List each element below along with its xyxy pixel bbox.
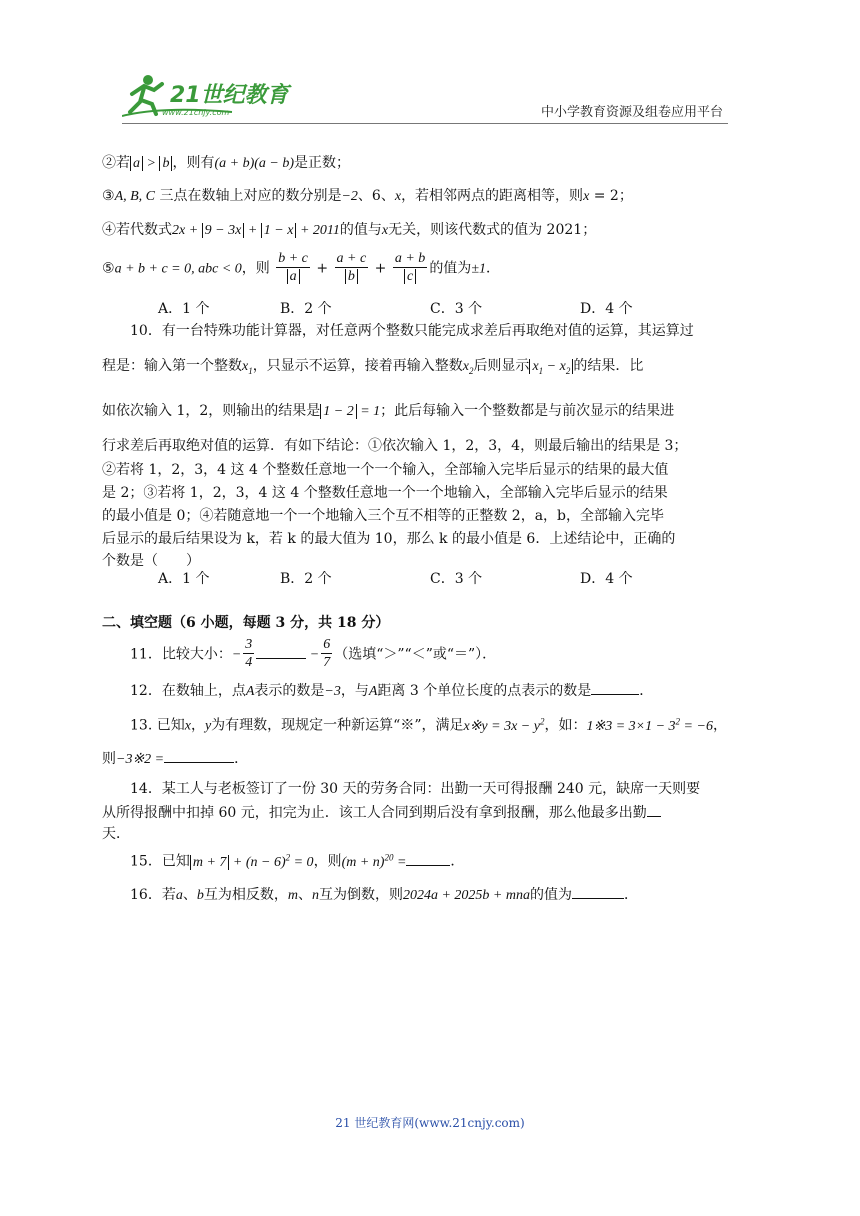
q10-line-6: 是 2；③若将 1，2，3，4 这 4 个整数任意地一个一个地输入，全部输入完毕后显示的结果 [102, 485, 668, 501]
footer-link[interactable]: 21 世纪教育网(www.21cnjy.com) [335, 1116, 525, 1130]
site-logo [122, 72, 292, 120]
q9-statement-5: ⑤a + b + c = 0, abc < 0，则 $\frac{b + c}{a}$ + $\frac{a + c}{b}$ + $\frac{a + b}{c}$ 的值为±1． [102, 251, 500, 284]
q10-option-c[interactable]: C．3 个 [430, 571, 483, 587]
q14-line-1: 14．某工人与老板签订了一份 30 天的劳务合同：出勤一天可得报酬 240 元，缺席一天则要 [130, 781, 701, 797]
logo-text: 21世纪教育 [170, 83, 289, 108]
q16: 16．若a、b互为相反数，m、n互为倒数，则2024a + 2025b + mna的值为 ． [130, 884, 638, 905]
q15: 15．已知 $m + 7 + (n - 6)^2 = 0$，则$(m + n)^{20}$ = ． [130, 852, 465, 870]
q9-option-a[interactable]: A．1 个 [158, 301, 210, 317]
q9-options [158, 300, 633, 318]
q10-option-a[interactable]: A．1 个 [158, 571, 210, 587]
q10-line-1: 10．有一台特殊功能计算器，对任意两个整数只能完成求差后再取绝对值的运算，其运算过 [130, 323, 694, 339]
header-divider [122, 123, 728, 124]
q9-statement-4: ④若代数式2x + 9 − 3x + 1 − x + 2011的值与x无关，则该代数式的值为 2021； [102, 222, 597, 238]
q10-line-9: 个数是（ ） [102, 553, 200, 569]
platform-title: 中小学教育资源及组卷应用平台 [541, 105, 724, 120]
q10-options [158, 570, 633, 588]
q11: 11．比较大小：− $\frac{3}{4}$ − $\frac{6}{7}$ （选填“＞”“＜”或“＝”）． [130, 637, 497, 670]
q9-statement-2: ②若 a > b ，则有(a + b)(a − b)是正数； [102, 155, 350, 171]
q12-answer-blank[interactable] [591, 680, 639, 695]
q12: 12．在数轴上，点A表示的数是−3，与A距离 3 个单位长度的点表示的数是 ． [130, 680, 653, 701]
q14-answer-blank[interactable] [647, 802, 661, 817]
logo-url: www.21cnjy.com [162, 108, 230, 117]
q10-line-5: ②若将 1，2，3，4 这 4 个整数任意地一个一个输入，全部输入完毕后显示的结果的最大值 [102, 462, 669, 478]
q9-option-c[interactable]: C．3 个 [430, 301, 483, 317]
q13-line-1: 13. 已知x，y为有理数，现规定一种新运算“※”，满足x※y = $3x - y^2$，如：1※3 = $3\times 1 - 3^2 = -6$， [130, 716, 727, 734]
q10-line-2: 程是：输入第一个整数$x_1$，只显示不运算，接着再输入整数$x_2$后则显示 $x_1 - x_2$ 的结果．比 [102, 358, 644, 376]
q10-line-3: 如依次输入 1，2，则输出的结果是 1 − 2 = 1；此后每输入一个整数都是与前次显示的结果进 [102, 403, 675, 419]
q13-answer-blank[interactable] [164, 748, 234, 763]
q14-line-2: 从所得报酬中扣掉 60 元，扣完为止．该工人合同到期后没有拿到报酬，那么他最多出勤 [102, 802, 661, 822]
q9-statement-3: ③A, B, C 三点在数轴上对应的数分别是−2、6、x，若相邻两点的距离相等，则x = 2； [102, 188, 633, 204]
q16-answer-blank[interactable] [572, 884, 624, 899]
q10-option-d[interactable]: D．4 个 [580, 571, 633, 587]
q13-line-2: 则−3※2 = ． [102, 748, 248, 769]
q10-line-7: 的最小值是 0；④若随意地一个一个地输入三个互不相等的正整数 2，a，b，全部输入完毕 [102, 508, 665, 524]
q9-option-d[interactable]: D．4 个 [580, 301, 633, 317]
q10-option-b[interactable]: B．2 个 [280, 571, 332, 587]
q9-option-b[interactable]: B．2 个 [280, 301, 332, 317]
q15-answer-blank[interactable] [406, 851, 450, 866]
q14-line-3: 天． [102, 826, 130, 842]
q10-line-8: 后显示的最后结果设为 k，若 k 的最大值为 10，那么 k 的最小值是 6．上述结论中，正确的 [102, 531, 676, 547]
section-2-title: 二、填空题（6 小题，每题 3 分，共 18 分） [102, 615, 390, 631]
q10-line-4: 行求差后再取绝对值的运算．有如下结论：①依次输入 1，2，3，4，则最后输出的结果是 3； [102, 438, 688, 454]
q11-answer-blank[interactable] [256, 644, 306, 659]
